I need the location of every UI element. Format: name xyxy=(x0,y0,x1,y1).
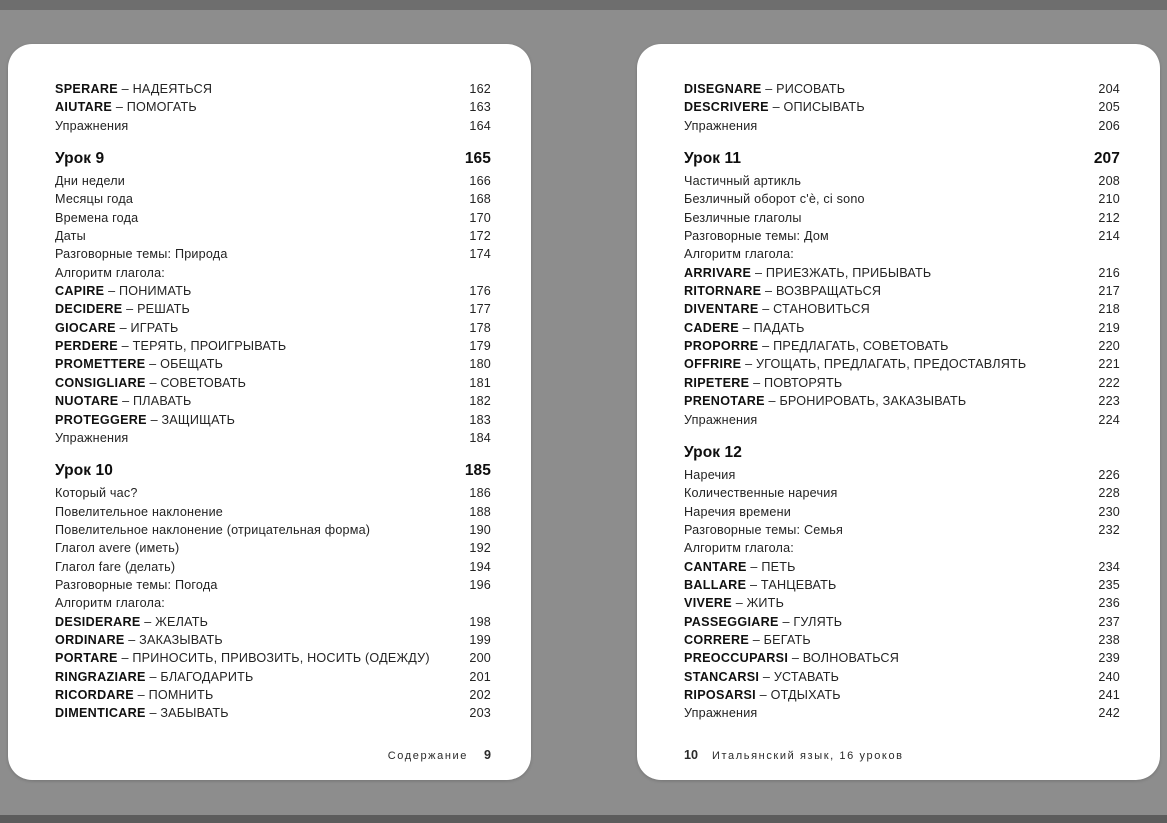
toc-entry-label: DECIDERE – РЕШАТЬ xyxy=(55,302,191,317)
toc-entry xyxy=(55,613,491,631)
toc-entry xyxy=(55,117,491,135)
toc-entry xyxy=(684,190,1120,208)
toc-page-number: 234 xyxy=(1098,559,1120,574)
toc-entry-label: Безличный оборот c'è, ci sono xyxy=(684,192,865,207)
toc-page-number: 196 xyxy=(469,577,491,592)
toc-page-number: 183 xyxy=(469,412,491,427)
footer-page-number: 10 xyxy=(684,748,699,762)
toc-entry xyxy=(55,704,491,722)
toc-entry xyxy=(684,80,1120,98)
toc-entry-label: Алгоритм глагола: xyxy=(55,265,165,280)
toc-entry xyxy=(55,411,491,429)
toc-entry xyxy=(55,209,491,227)
toc-entry xyxy=(55,484,491,502)
toc-page-number: 192 xyxy=(469,541,491,556)
toc-entry-label: Алгоритм глагола: xyxy=(684,247,794,262)
toc-page-number: 235 xyxy=(1098,577,1120,592)
toc-page-number: 201 xyxy=(469,669,491,684)
toc-page-number: 208 xyxy=(1098,174,1120,189)
toc-entry-label: PASSEGGIARE – ГУЛЯТЬ xyxy=(684,614,843,629)
toc-entry-label: CADERE – ПАДАТЬ xyxy=(684,320,805,335)
toc-entry-label: Месяцы года xyxy=(55,192,134,207)
toc-entry-label: Урок 12 xyxy=(684,443,742,461)
toc-entry xyxy=(55,337,491,355)
toc-page-number: 228 xyxy=(1098,486,1120,501)
toc-entry-label: VIVERE – ЖИТЬ xyxy=(684,596,785,611)
toc-page-number: 224 xyxy=(1098,412,1120,427)
toc-entry xyxy=(55,392,491,410)
toc-entry xyxy=(684,594,1120,612)
toc-entry-label: DIVENTARE – СТАНОВИТЬСЯ xyxy=(684,302,870,317)
toc-entry-label: DIMENTICARE – ЗАБЫВАТЬ xyxy=(55,706,229,721)
toc-lesson-heading xyxy=(684,442,1120,463)
toc-entry-label: CAPIRE – ПОНИМАТЬ xyxy=(55,284,192,299)
toc-page-number: 222 xyxy=(1098,375,1120,390)
toc-entry xyxy=(684,631,1120,649)
toc-entry-label: Разговорные темы: Погода xyxy=(55,577,218,592)
book-page-right xyxy=(637,44,1160,780)
toc-entry-label: PROTEGGERE – ЗАЩИЩАТЬ xyxy=(55,412,236,427)
toc-entry xyxy=(55,98,491,116)
toc-page-number: 162 xyxy=(469,82,491,96)
toc-entry-label: Разговорные темы: Семья xyxy=(684,522,844,537)
toc-entry xyxy=(684,117,1120,135)
toc-entry-label: Разговорные темы: Природа xyxy=(55,247,228,262)
toc-entry-label: GIOCARE – ИГРАТЬ xyxy=(55,320,179,335)
toc-entry xyxy=(55,355,491,373)
toc-entry xyxy=(55,649,491,667)
toc-entry-label: Дни недели xyxy=(55,174,126,189)
toc-page-number: 180 xyxy=(469,357,491,372)
toc-entry-label: Упражнения xyxy=(684,412,758,427)
toc-entry-label: CORRERE – БЕГАТЬ xyxy=(684,632,811,647)
toc-lesson-heading xyxy=(684,148,1120,169)
toc-entry-label: RINGRAZIARE – БЛАГОДАРИТЬ xyxy=(55,669,254,684)
toc-entry xyxy=(684,503,1120,521)
toc-entry xyxy=(684,613,1120,631)
toc-page-number: 186 xyxy=(469,486,491,501)
toc-entry xyxy=(55,190,491,208)
toc-page-number: 203 xyxy=(469,706,491,721)
toc-page-number: 242 xyxy=(1098,706,1120,721)
toc-page-number: 210 xyxy=(1098,192,1120,207)
toc-page-number: 179 xyxy=(469,339,491,354)
toc-page-number: 166 xyxy=(469,174,491,189)
toc-page-number: 219 xyxy=(1098,320,1120,335)
toc-page-number: 241 xyxy=(1098,687,1120,702)
toc-entry xyxy=(55,558,491,576)
toc-entry-label: Алгоритм глагола: xyxy=(684,541,794,556)
toc-entry xyxy=(55,521,491,539)
toc-page-number: 232 xyxy=(1098,522,1120,537)
toc-page-number: 177 xyxy=(469,302,491,317)
toc-entry xyxy=(684,172,1120,190)
toc-page-number: 176 xyxy=(469,284,491,299)
toc-page-number: 190 xyxy=(469,522,491,537)
toc-page-number: 188 xyxy=(469,504,491,519)
toc-entry xyxy=(55,374,491,392)
toc-entry xyxy=(55,282,491,300)
toc-page-number: 168 xyxy=(469,192,491,207)
toc-page-number: 194 xyxy=(469,559,491,574)
toc-entry-label: BALLARE – ТАНЦЕВАТЬ xyxy=(684,577,837,592)
toc-entry xyxy=(55,503,491,521)
toc-entry-label: Урок 11 xyxy=(684,150,742,168)
toc-entry-label: Даты xyxy=(55,229,86,244)
toc-page-number: 236 xyxy=(1098,596,1120,611)
toc-entry xyxy=(55,631,491,649)
toc-entry xyxy=(684,337,1120,355)
toc-entry-label: SPERARE – НАДЕЯТЬСЯ xyxy=(55,82,213,96)
toc-entry xyxy=(684,704,1120,722)
toc-entry xyxy=(684,355,1120,373)
toc-page-number: 238 xyxy=(1098,632,1120,647)
toc-entry xyxy=(55,264,491,282)
toc-entry xyxy=(55,539,491,557)
toc-page-number: 240 xyxy=(1098,669,1120,684)
toc-entry-label: Наречия времени xyxy=(684,504,791,519)
toc-list-right xyxy=(684,80,1120,723)
toc-entry xyxy=(684,282,1120,300)
toc-page-number: 221 xyxy=(1098,357,1120,372)
toc-entry-label: RITORNARE – ВОЗВРАЩАТЬСЯ xyxy=(684,284,882,299)
toc-entry-label: PRENOTARE – БРОНИРОВАТЬ, ЗАКАЗЫВАТЬ xyxy=(684,394,967,409)
toc-entry xyxy=(684,392,1120,410)
toc-page-number: 174 xyxy=(469,247,491,262)
toc-entry xyxy=(55,227,491,245)
toc-entry-label: PROPORRE – ПРЕДЛАГАТЬ, СОВЕТОВАТЬ xyxy=(684,339,949,354)
page-footer-left xyxy=(55,748,491,762)
toc-entry-label: STANCARSI – УСТАВАТЬ xyxy=(684,669,840,684)
toc-entry-label: Урок 9 xyxy=(55,150,105,168)
toc-entry-label: Повелительное наклонение xyxy=(55,504,224,519)
toc-page-number: 199 xyxy=(469,632,491,647)
toc-entry-label: Глагол avere (иметь) xyxy=(55,541,180,556)
toc-lesson-heading xyxy=(55,148,491,169)
toc-entry xyxy=(684,668,1120,686)
page-footer-right xyxy=(684,748,1120,762)
toc-page-number: 206 xyxy=(1098,118,1120,133)
toc-entry xyxy=(684,319,1120,337)
toc-entry xyxy=(684,374,1120,392)
toc-entry xyxy=(55,172,491,190)
toc-entry-label: Который час? xyxy=(55,486,138,501)
toc-entry xyxy=(684,300,1120,318)
toc-entry-label: DESCRIVERE – ОПИСЫВАТЬ xyxy=(684,100,865,115)
toc-page-number: 223 xyxy=(1098,394,1120,409)
toc-entry-label: PROMETTERE – ОБЕЩАТЬ xyxy=(55,357,224,372)
toc-page-number: 220 xyxy=(1098,339,1120,354)
toc-entry-label: Глагол fare (делать) xyxy=(55,559,176,574)
toc-entry xyxy=(684,411,1120,429)
toc-page-number: 237 xyxy=(1098,614,1120,629)
toc-entry-label: RIPOSARSI – ОТДЫХАТЬ xyxy=(684,687,841,702)
toc-page-number: 205 xyxy=(1098,100,1120,115)
toc-entry xyxy=(684,227,1120,245)
toc-page-number: 216 xyxy=(1098,265,1120,280)
top-edge-shadow xyxy=(0,0,1167,10)
toc-entry-label: CANTARE – ПЕТЬ xyxy=(684,559,796,574)
toc-entry xyxy=(684,539,1120,557)
toc-entry xyxy=(684,521,1120,539)
toc-entry xyxy=(55,686,491,704)
toc-entry-label: Наречия xyxy=(684,467,736,482)
toc-page-number: 230 xyxy=(1098,504,1120,519)
toc-page-number: 217 xyxy=(1098,284,1120,299)
toc-page-number: 198 xyxy=(469,614,491,629)
toc-page-number: 184 xyxy=(469,430,491,445)
toc-entry-label: Упражнения xyxy=(684,706,758,721)
toc-entry xyxy=(55,300,491,318)
toc-entry-label: Упражнения xyxy=(55,118,129,133)
toc-page-number: 172 xyxy=(469,229,491,244)
toc-entry xyxy=(55,245,491,263)
toc-page-number: 226 xyxy=(1098,467,1120,482)
toc-page-number: 207 xyxy=(1093,150,1120,168)
toc-page-number: 218 xyxy=(1098,302,1120,317)
toc-page-number: 214 xyxy=(1098,229,1120,244)
toc-entry xyxy=(684,576,1120,594)
toc-page-number: 185 xyxy=(464,462,491,480)
toc-entry-label: CONSIGLIARE – СОВЕТОВАТЬ xyxy=(55,375,247,390)
toc-entry-label: PORTARE – ПРИНОСИТЬ, ПРИВОЗИТЬ, НОСИТЬ (ОДЕЖДУ) xyxy=(55,651,430,666)
toc-entry-label: Времена года xyxy=(55,210,139,225)
toc-entry-label: Упражнения xyxy=(55,430,129,445)
toc-page-number: 202 xyxy=(469,687,491,702)
toc-entry-label: Количественные наречия xyxy=(684,486,838,501)
toc-entry xyxy=(684,649,1120,667)
toc-entry-label: RICORDARE – ПОМНИТЬ xyxy=(55,687,214,702)
footer-page-number: 9 xyxy=(483,748,491,762)
toc-page-number: 182 xyxy=(469,394,491,409)
toc-entry-label: ORDINARE – ЗАКАЗЫВАТЬ xyxy=(55,632,223,647)
toc-entry-label: DESIDERARE – ЖЕЛАТЬ xyxy=(55,614,209,629)
toc-entry xyxy=(684,209,1120,227)
toc-page-number: 239 xyxy=(1098,651,1120,666)
toc-page-number: 200 xyxy=(469,651,491,666)
toc-page-number: 170 xyxy=(469,210,491,225)
toc-entry xyxy=(55,668,491,686)
toc-page-number: 212 xyxy=(1098,210,1120,225)
toc-entry xyxy=(684,686,1120,704)
toc-entry-label: NUOTARE – ПЛАВАТЬ xyxy=(55,394,192,409)
toc-entry-label: PREOCCUPARSI – ВОЛНОВАТЬСЯ xyxy=(684,651,900,666)
toc-page-number: 163 xyxy=(469,100,491,115)
toc-page-number: 204 xyxy=(1098,82,1120,96)
toc-entry xyxy=(55,594,491,612)
toc-entry-label: PERDERE – ТЕРЯТЬ, ПРОИГРЫВАТЬ xyxy=(55,339,287,354)
toc-entry-label: ARRIVARE – ПРИЕЗЖАТЬ, ПРИБЫВАТЬ xyxy=(684,265,932,280)
toc-page-number: 165 xyxy=(464,150,491,168)
toc-entry-label: DISEGNARE – РИСОВАТЬ xyxy=(684,82,846,96)
footer-book-title: Итальянский язык, 16 уроков xyxy=(712,750,904,762)
toc-entry-label: Упражнения xyxy=(684,118,758,133)
toc-page-number: 178 xyxy=(469,320,491,335)
toc-entry-label: Частичный артикль xyxy=(684,174,802,189)
toc-lesson-heading xyxy=(55,460,491,481)
toc-entry-label: Повелительное наклонение (отрицательная форма) xyxy=(55,522,371,537)
toc-entry-label: OFFRIRE – УГОЩАТЬ, ПРЕДЛАГАТЬ, ПРЕДОСТАВЛЯТЬ xyxy=(684,357,1027,372)
toc-entry xyxy=(684,466,1120,484)
toc-entry-label: Разговорные темы: Дом xyxy=(684,229,829,244)
toc-entry xyxy=(55,80,491,98)
toc-entry xyxy=(55,319,491,337)
toc-entry xyxy=(55,576,491,594)
toc-entry xyxy=(684,484,1120,502)
toc-entry-label: AIUTARE – ПОМОГАТЬ xyxy=(55,100,197,115)
toc-entry xyxy=(684,558,1120,576)
toc-entry xyxy=(684,98,1120,116)
toc-entry-label: Урок 10 xyxy=(55,462,113,480)
toc-entry-label: RIPETERE – ПОВТОРЯТЬ xyxy=(684,375,843,390)
bottom-edge-shadow xyxy=(0,815,1167,823)
toc-entry xyxy=(684,264,1120,282)
toc-page-number: 181 xyxy=(469,375,491,390)
toc-page-number: 164 xyxy=(469,118,491,133)
footer-section-label: Содержание xyxy=(387,750,468,762)
toc-entry xyxy=(684,245,1120,263)
toc-entry-label: Безличные глаголы xyxy=(684,210,802,225)
toc-entry-label: Алгоритм глагола: xyxy=(55,596,165,611)
toc-entry xyxy=(55,429,491,447)
book-page-left xyxy=(8,44,531,780)
toc-list-left xyxy=(55,80,491,723)
